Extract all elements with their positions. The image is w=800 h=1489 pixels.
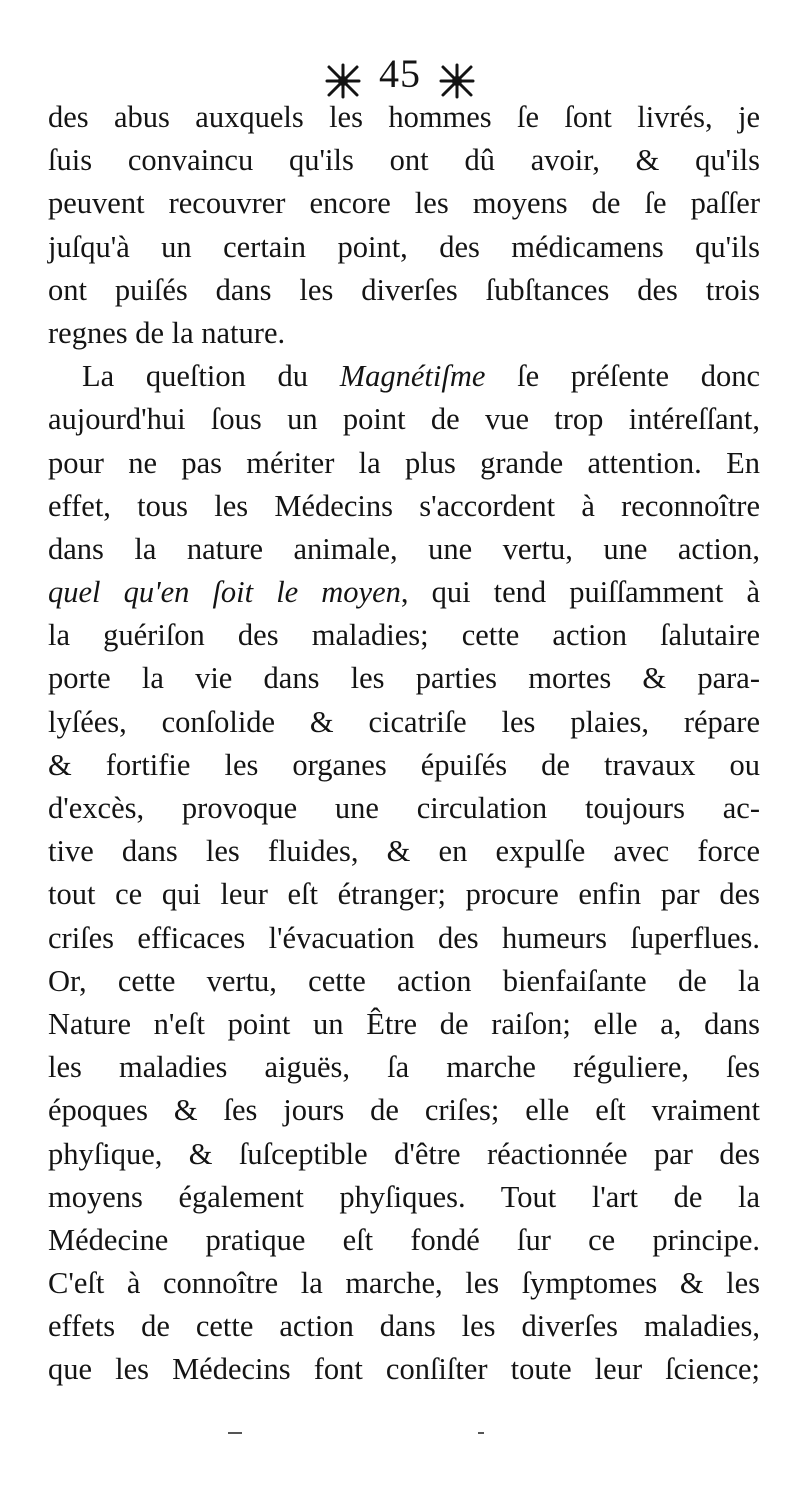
text-line: moyens également phyſiques. Tout l'art de la (48, 1179, 760, 1214)
text-line: tive dans les fluides, & en expulſe avec force (48, 834, 760, 869)
text-segment: , qui tend puiſſamment à (400, 575, 760, 610)
page-number: 45 (379, 50, 421, 96)
body-text (48, 96, 760, 1392)
text-line: que les Médecins font conſiſter toute leur ſcience; (48, 1352, 760, 1387)
text-line: aujourd'hui ſous un point de vue trop intéreſſant, (48, 402, 760, 437)
print-marks (0, 1432, 800, 1452)
ornament-left-icon (325, 56, 361, 92)
text-segment: ſe préſente donc (485, 359, 760, 394)
text-line: porte la vie dans les parties mortes & para- (48, 661, 760, 696)
italic-term: Magnétiſme (339, 359, 486, 394)
text-line: & fortifie les organes épuiſés de travaux ou (48, 747, 760, 782)
text-line: effet, tous les Médecins s'accordent à reconnoître (48, 488, 760, 523)
text-line: criſes efficaces l'évacuation des humeurs ſuperflues. (48, 920, 760, 955)
text-line: pour ne pas mériter la plus grande attention. En (48, 445, 760, 480)
text-line: la guériſon des maladies; cette action ſalutaire (48, 618, 760, 653)
text-line: effets de cette action dans les diverſes maladies, (48, 1309, 760, 1344)
text-line-paragraph-start (48, 355, 760, 398)
print-mark (478, 1432, 484, 1434)
text-line: peuvent recouvrer encore les moyens de ſe paſſer (48, 186, 760, 221)
text-line: regnes de la nature. (48, 315, 286, 350)
text-line: les maladies aiguës, ſa marche réguliere, ſes (48, 1050, 760, 1085)
page-header (0, 40, 800, 100)
text-line: Or, cette vertu, cette action bienfaiſante de la (48, 963, 760, 998)
text-line: tout ce qui leur eſt étranger; procure enfin par des (48, 877, 760, 912)
text-line: d'excès, provoque une circulation toujours ac- (48, 791, 760, 825)
text-segment: La queſtion du (82, 359, 340, 394)
ornament-right-icon (439, 56, 475, 92)
text-line: C'eſt à connoître la marche, les ſymptomes & les (48, 1266, 760, 1301)
text-line: juſqu'à un certain point, des médicamens qu'ils (48, 229, 760, 264)
text-line: des abus auxquels les hommes ſe ſont livrés, je (48, 100, 760, 134)
text-line: phyſique, & ſuſceptible d'être réactionnée par des (48, 1136, 760, 1171)
text-line: Nature n'eſt point un Être de raiſon; elle a, dans (48, 1006, 760, 1041)
text-line-italic-phrase (48, 571, 760, 614)
text-line: lyſées, conſolide & cicatriſe les plaies, répare (48, 704, 760, 739)
text-line: dans la nature animale, une vertu, une action, (48, 531, 760, 566)
italic-phrase: quel qu'en ſoit le moyen (48, 575, 401, 610)
text-line: ont puiſés dans les diverſes ſubſtances des trois (48, 272, 760, 307)
text-line: ſuis convaincu qu'ils ont dû avoir, & qu'ils (48, 143, 760, 178)
text-line: Médecine pratique eſt fondé ſur ce principe. (48, 1222, 760, 1257)
text-line: époques & ſes jours de criſes; elle eſt vraiment (48, 1093, 760, 1128)
print-mark (228, 1432, 242, 1434)
